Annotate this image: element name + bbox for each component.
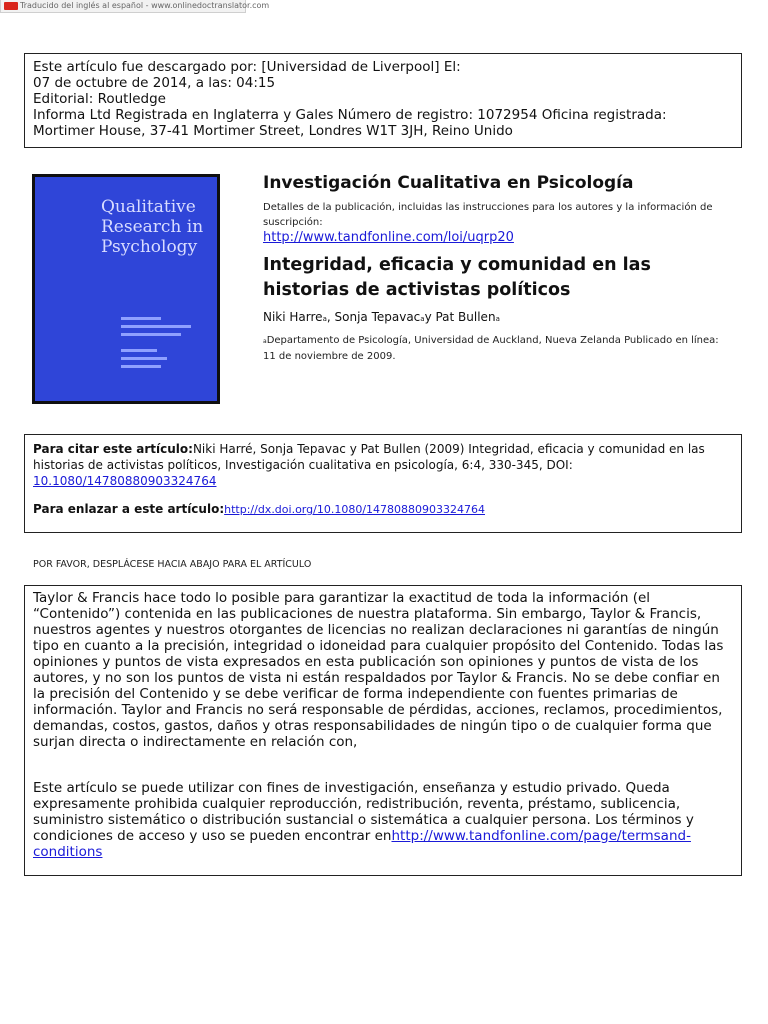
translator-banner[interactable] (0, 0, 270, 13)
cover-decoration (121, 317, 161, 320)
author-name: Niki Harre (263, 310, 323, 324)
terms-link[interactable]: http://www.tandfonline.com/page/termsand-conditions (33, 828, 691, 860)
authors (263, 309, 733, 327)
journal-cover-image (32, 174, 220, 404)
author-affil-mark: a (322, 315, 327, 323)
affiliation-text: Departamento de Psicología, Universidad de Auckland, Nueva Zelanda Publicado en línea: 11 de noviembre de 2009. (263, 335, 719, 362)
download-line: Mortimer House, 37-41 Mortimer Street, Londres W1T 3JH, Reino Unido (33, 123, 513, 139)
disclaimer-box (24, 585, 742, 876)
cover-decoration (121, 333, 181, 336)
author-affil-mark: a (495, 315, 500, 323)
download-line: Este artículo fue descargado por: [Universidad de Liverpool] El: (33, 59, 461, 75)
download-line: Editorial: Routledge (33, 91, 166, 107)
download-info-box (24, 53, 742, 148)
article-doi-url-link[interactable]: http://dx.doi.org/10.1080/14780880903324764 (224, 503, 485, 516)
usage-text: Este artículo se puede utilizar con fines de investigación, enseñanza y estudio privado. Queda expresamente prohibida cualquier reproducción, redistribución, reventa, préstamo, sublicencia, suministro sistemático o distribución sustancial o sistemática a cualquier persona. Los términos y condiciones de acceso y uso se pueden encontrar en (33, 780, 694, 844)
author-name: Sonja Tepavac (334, 310, 421, 324)
usage-paragraph (33, 780, 733, 860)
article-link-line (33, 501, 733, 518)
citation (33, 441, 733, 489)
cover-title: Qualitative Research in Psychology (101, 197, 204, 257)
affiliation (263, 333, 733, 364)
author-separator: , (326, 310, 335, 324)
doi-link[interactable]: 10.1080/14780880903324764 (33, 474, 217, 488)
download-line: Informa Ltd Registrada en Inglaterra y Gales Número de registro: 1072954 Oficina registrada: (33, 107, 667, 123)
author-affil-mark: a (420, 315, 425, 323)
affil-mark: a (263, 338, 267, 345)
journal-title: Investigación Cualitativa en Psicología (263, 173, 634, 193)
citation-text: Niki Harré, Sonja Tepavac y Pat Bullen (2009) Integridad, eficacia y comunidad en las historias de activistas políticos, Investigación cualitativa en psicología, 6:4, 330-345, DOI: (33, 442, 705, 472)
scroll-note: POR FAVOR, DESPLÁCESE HACIA ABAJO PARA EL ARTÍCULO (33, 559, 312, 570)
disclaimer-paragraph: Taylor & Francis hace todo lo posible para garantizar la exactitud de toda la información (el “Contenido”) contenida en las publicaciones de nuestra plataforma. Sin embargo, Taylor & Francis, nuestros agentes y nuestros otorgantes de licencias no realizan declaraciones ni garantías de ningún tipo en cuanto a la precisión, integridad o idoneidad para cualquier propósito del Contenido. Todas las opiniones y puntos de vista expresados en esta publicación son opiniones y puntos de vista de los autores, y no son los puntos de vista ni están respaldados por Taylor & Francis. No se debe confiar en la precisión del Contenido y se debe verificar de forma independiente con fuentes primarias de información. Taylor and Francis no será responsable de pérdidas, acciones, reclamos, procedimientos, demandas, costos, gastos, daños y otras responsabilidades de ningún tipo o de cualquier forma que surjan directa o indirectamente en relación con, (33, 590, 724, 750)
author-separator: y (424, 310, 436, 324)
citation-label: Para citar este artículo: (33, 442, 193, 456)
cover-face (35, 177, 217, 401)
download-line: 07 de octubre de 2014, a las: 04:15 (33, 75, 276, 91)
publication-meta (263, 172, 733, 364)
journal-url-link[interactable]: http://www.tandfonline.com/loi/uqrp20 (263, 230, 514, 245)
cover-decoration (121, 325, 191, 328)
citation-box (24, 434, 742, 533)
publication-details: Detalles de la publicación, incluidas las instrucciones para los autores y la información de suscripción: (263, 202, 713, 228)
translator-banner-text: Traducido del inglés al español - www.onlinedoctranslator.com (20, 1, 270, 10)
author-name: Pat Bullen (435, 310, 496, 324)
cover-decoration (121, 357, 167, 360)
cover-decoration (121, 349, 157, 352)
link-label: Para enlazar a este artículo: (33, 502, 225, 516)
cover-decoration (121, 365, 161, 368)
article-title: Integridad, eficacia y comunidad en las historias de activistas políticos (263, 255, 651, 300)
translator-logo-icon (4, 2, 18, 10)
